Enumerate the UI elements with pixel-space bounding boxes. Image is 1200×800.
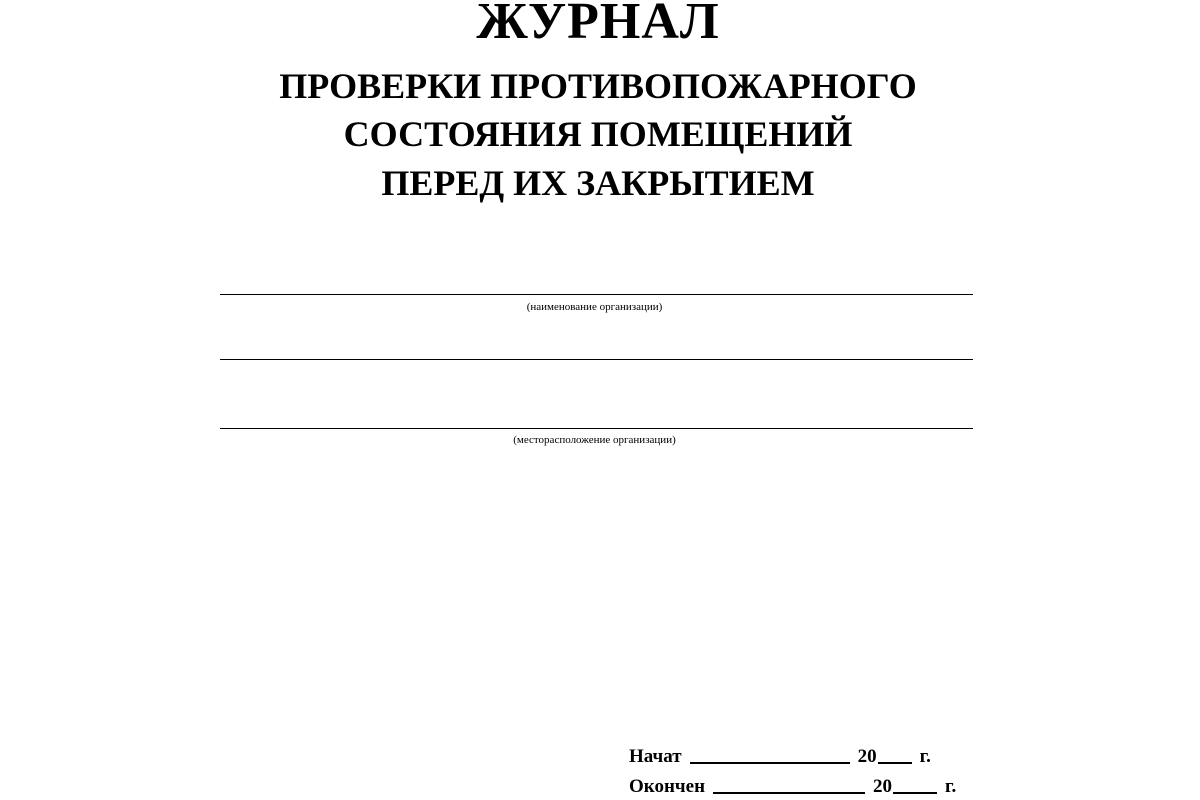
journal-title: ЖУРНАЛ [476, 0, 720, 50]
end-year-suffix: г. [945, 776, 957, 797]
end-date-row [629, 776, 956, 798]
organization-extra-line[interactable] [220, 359, 973, 360]
start-date-blank[interactable] [690, 746, 850, 764]
end-year-prefix: 20 [873, 776, 893, 797]
start-date-row [629, 746, 931, 768]
start-year-blank[interactable] [878, 746, 912, 764]
subtitle-line-3: ПЕРЕД ИХ ЗАКРЫТИЕМ [381, 163, 815, 203]
end-date-blank[interactable] [713, 776, 865, 794]
organization-location-caption: (месторасположение организации) [513, 434, 676, 446]
start-year-suffix: г. [919, 746, 931, 767]
subtitle-line-1: ПРОВЕРКИ ПРОТИВОПОЖАРНОГО [279, 66, 917, 106]
subtitle-line-2: СОСТОЯНИЯ ПОМЕЩЕНИЙ [343, 114, 853, 154]
end-year-blank[interactable] [893, 776, 937, 794]
organization-location-line[interactable] [220, 428, 973, 429]
organization-name-line[interactable] [220, 294, 973, 295]
organization-name-caption: (наименование организации) [526, 301, 663, 313]
start-date-label: Начат [629, 746, 682, 767]
start-year-prefix: 20 [857, 746, 877, 767]
end-date-label: Окончен [629, 776, 706, 797]
